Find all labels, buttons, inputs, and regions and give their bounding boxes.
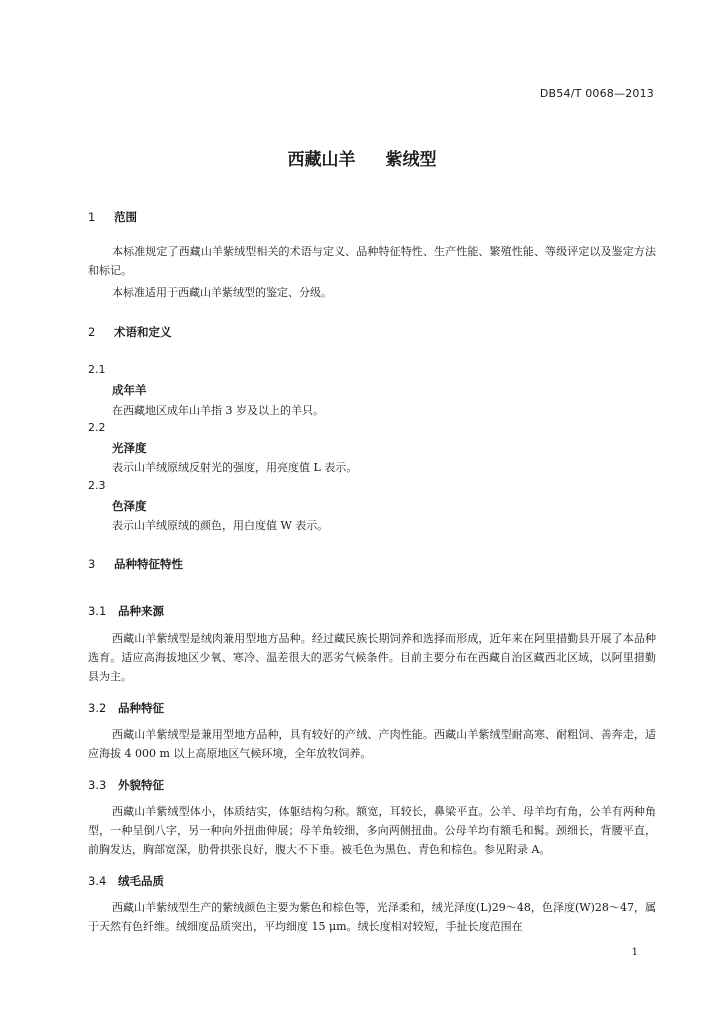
term-2-1-number: 2.1 (88, 363, 106, 376)
section-3-heading: 3 品种特征特性 (88, 557, 183, 571)
term-2-2-number: 2.2 (88, 421, 106, 434)
section-3-3-heading: 3.3 外貌特征 (88, 778, 164, 792)
section-3-4-heading: 3.4 绒毛品质 (88, 874, 164, 888)
section-1-paragraph-2: 本标准适用于西藏山羊紫绒型的鉴定、分级。 (112, 286, 332, 299)
page-title (0, 145, 724, 170)
term-2-3-definition: 表示山羊绒原绒的颜色，用白度值 W 表示。 (112, 519, 329, 532)
section-3-1-heading: 3.1 品种来源 (88, 604, 164, 618)
term-2-1-definition: 在西藏地区成年山羊指 3 岁及以上的羊只。 (112, 404, 324, 417)
page-number: 1 (631, 947, 638, 958)
section-3-1-paragraph: 西藏山羊紫绒型是绒肉兼用型地方品种。经过藏民族长期饲养和选择而形成，近年来在阿里措勤县开展了本品种选育。适应高海拔地区少氧、寒冷、温差很大的恶劣气候条件。目前主要分布在西藏自治区藏西北区域，以阿里措勤县为主。 (88, 632, 656, 684)
section-1-paragraph-1: 本标准规定了西藏山羊紫绒型相关的术语与定义、品种特征特性、生产性能、繁殖性能、等级评定以及鉴定方法和标记。 (88, 245, 656, 278)
section-1-heading: 1 范围 (88, 210, 137, 224)
section-3-4-paragraph: 西藏山羊紫绒型生产的紫绒颜色主要为紫色和棕色等，光泽柔和，绒光泽度(L)29～48，色泽度(W)28～47，属于天然有色纤维。绒细度品质突出，平均细度 15 μm。绒长度相对较短，手扯长度范围在 (88, 901, 656, 934)
section-2-heading: 2 术语和定义 (88, 325, 172, 339)
title-part-2: 紫绒型 (385, 150, 437, 170)
term-2-2-title: 光泽度 (112, 441, 147, 455)
section-3-2-heading: 3.2 品种特征 (88, 701, 164, 715)
term-2-2-definition: 表示山羊绒原绒反射光的强度，用亮度值 L 表示。 (112, 461, 358, 474)
section-3-2-paragraph: 西藏山羊紫绒型是兼用型地方品种，具有较好的产绒、产肉性能。西藏山羊紫绒型耐高寒、耐粗饲、善奔走，适应海拔 4 000 m 以上高原地区气候环境，全年放牧饲养。 (88, 728, 656, 761)
term-2-3-title: 色泽度 (112, 499, 147, 513)
section-3-3-paragraph: 西藏山羊紫绒型体小，体质结实，体躯结构匀称。额宽，耳较长，鼻梁平直。公羊、母羊均有角，公羊有两种角型，一种呈倒八字，另一种向外扭曲伸展；母羊角较细，多向两侧扭曲。公母羊均有额毛和髯。颈细长，背腰平直，前胸发达，胸部宽深，肋骨拱张良好，腹大不下垂。被毛色为黑色、青色和棕色。参见附录 A。 (88, 805, 656, 857)
document-code: DB54/T 0068—2013 (539, 87, 654, 100)
title-part-1: 西藏山羊 (287, 150, 356, 170)
term-2-3-number: 2.3 (88, 479, 106, 492)
term-2-1-title: 成年羊 (112, 383, 147, 397)
